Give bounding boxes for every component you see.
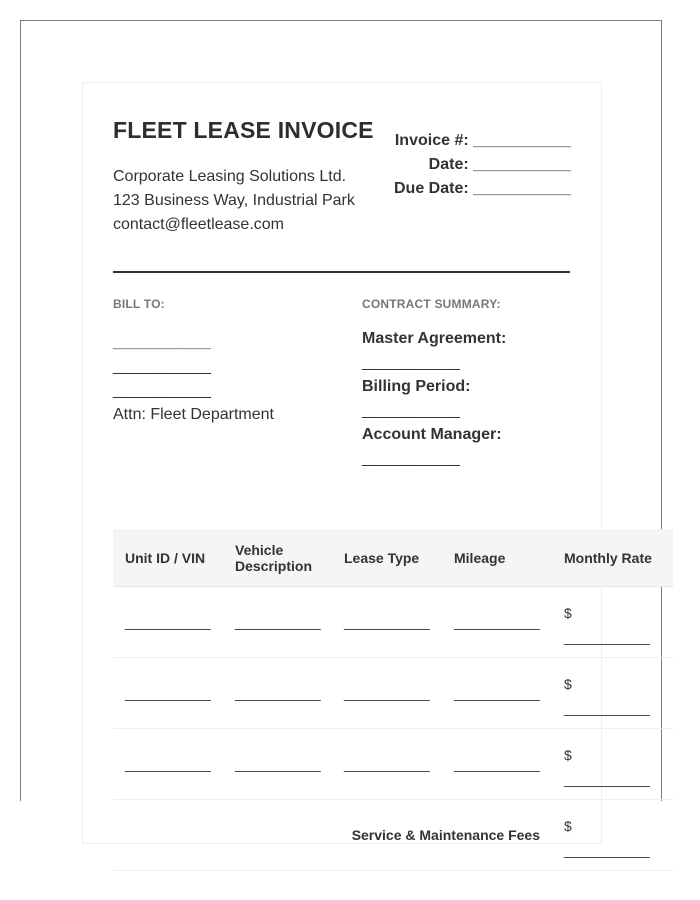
table-row xyxy=(113,729,673,800)
bill-to-attn: Attn: Fleet Department xyxy=(113,406,274,423)
company-email: contact@fleetlease.com xyxy=(113,216,284,233)
monthly-rate-cell xyxy=(552,729,673,800)
table-header-row xyxy=(113,529,673,587)
bill-to-label: BILL TO: xyxy=(113,297,165,311)
mileage-cell: ___________ xyxy=(442,729,552,800)
fees-amount-cell xyxy=(552,800,673,871)
invoice-meta xyxy=(394,129,571,201)
mileage-cell: ___________ xyxy=(442,658,552,729)
vehicle-description-cell: ___________ xyxy=(223,587,332,658)
unit-id-cell: ___________ xyxy=(113,729,223,800)
currency-symbol: $ xyxy=(564,676,572,692)
column-header-vehicle-description: Vehicle Description xyxy=(223,529,332,587)
lease-type-cell: ___________ xyxy=(332,587,442,658)
bill-to-line: ___________ xyxy=(113,358,211,375)
document-viewport xyxy=(20,20,662,858)
column-header-mileage: Mileage xyxy=(442,529,552,587)
company-name: Corporate Leasing Solutions Ltd. xyxy=(113,168,347,185)
account-manager-label: Account Manager: xyxy=(362,426,502,443)
vehicle-description-cell: ___________ xyxy=(223,658,332,729)
service-maintenance-fees-label: Service & Maintenance Fees xyxy=(113,800,552,871)
monthly-rate-blank: ___________ xyxy=(564,700,650,716)
lease-type-cell: ___________ xyxy=(332,729,442,800)
bill-to-block xyxy=(113,331,333,427)
master-agreement-label: Master Agreement: xyxy=(362,330,507,347)
company-info xyxy=(113,165,355,237)
bill-to-line: ___________ xyxy=(113,334,211,351)
table-row xyxy=(113,587,673,658)
fees-amount-blank: ___________ xyxy=(564,842,650,858)
invoice-number-field: Invoice #: ___________ xyxy=(394,132,571,149)
invoice-title: FLEET LEASE INVOICE xyxy=(113,117,374,143)
mileage-cell: ___________ xyxy=(442,587,552,658)
monthly-rate-blank: ___________ xyxy=(564,771,650,787)
contract-summary-block xyxy=(362,327,582,471)
company-address: 123 Business Way, Industrial Park xyxy=(113,192,355,209)
column-header-unit-id: Unit ID / VIN xyxy=(113,529,223,587)
fees-row xyxy=(113,800,673,871)
unit-id-cell: ___________ xyxy=(113,658,223,729)
lease-items-table xyxy=(113,529,673,871)
column-header-monthly-rate: Monthly Rate xyxy=(552,529,673,587)
billing-period-value: ___________ xyxy=(362,402,460,419)
billing-period-label: Billing Period: xyxy=(362,378,471,395)
account-manager-value: ___________ xyxy=(362,450,460,467)
monthly-rate-cell xyxy=(552,658,673,729)
currency-symbol: $ xyxy=(564,747,572,763)
monthly-rate-blank: ___________ xyxy=(564,629,650,645)
master-agreement-value: ___________ xyxy=(362,354,460,371)
currency-symbol: $ xyxy=(564,818,572,834)
column-header-lease-type: Lease Type xyxy=(332,529,442,587)
monthly-rate-cell xyxy=(552,587,673,658)
lease-type-cell: ___________ xyxy=(332,658,442,729)
table-row xyxy=(113,658,673,729)
invoice-due-date-field: Due Date: ___________ xyxy=(393,180,571,197)
invoice-date-field: Date: ___________ xyxy=(428,156,571,173)
bill-to-line: ___________ xyxy=(113,382,211,399)
header-divider xyxy=(113,271,570,273)
currency-symbol: $ xyxy=(564,605,572,621)
unit-id-cell: ___________ xyxy=(113,587,223,658)
contract-summary-label: CONTRACT SUMMARY: xyxy=(362,297,501,311)
vehicle-description-cell: ___________ xyxy=(223,729,332,800)
